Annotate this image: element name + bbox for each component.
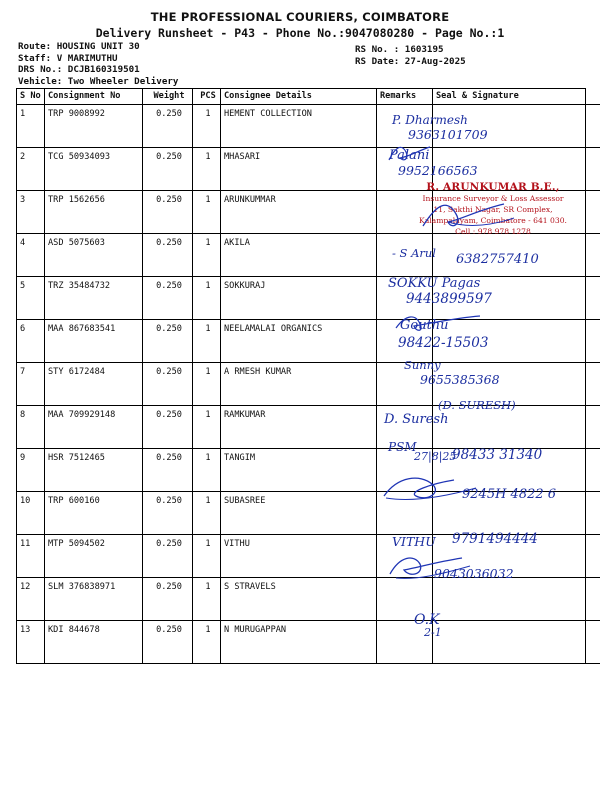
signature-row-5-phone: 9443899597 <box>406 291 492 307</box>
cell-pcs: 1 <box>193 277 221 320</box>
cell-sno: 1 <box>17 105 45 148</box>
stamp-line-5: Cell : 978 978 1278 <box>455 227 531 236</box>
cell-sno: 6 <box>17 320 45 363</box>
signature-row-8-sign: D. Suresh <box>384 412 449 427</box>
runsheet-table-wrapper <box>16 88 586 664</box>
cell-sno: 8 <box>17 406 45 449</box>
col-header-remarks: Remarks <box>377 89 433 105</box>
cell-remarks <box>377 320 433 363</box>
col-header-consignee: Consignee Details <box>221 89 377 105</box>
table-row <box>17 363 600 406</box>
table-row <box>17 406 600 449</box>
cell-consignee: HEMENT COLLECTION <box>221 105 377 148</box>
cell-consignee: N MURUGAPPAN <box>221 621 377 664</box>
table-row <box>17 621 600 664</box>
cell-consignment: TRP 1562656 <box>45 191 143 234</box>
table-row <box>17 105 600 148</box>
cell-consignment: HSR 7512465 <box>45 449 143 492</box>
signature-row-9-date: 27|8|25 <box>414 450 457 463</box>
stamp-line-2: Insurance Surveyor & Loss Assessor <box>422 194 564 203</box>
cell-seal <box>433 320 600 363</box>
cell-pcs: 1 <box>193 234 221 277</box>
cell-pcs: 1 <box>193 406 221 449</box>
cell-weight: 0.250 <box>143 449 193 492</box>
signature-row-13-sub: 2-1 <box>424 626 442 639</box>
cell-seal <box>433 406 600 449</box>
signature-row-4-note: - S Arul <box>392 246 436 260</box>
cell-pcs: 1 <box>193 449 221 492</box>
signature-row-6-name: Gouthu <box>400 318 449 333</box>
cell-consignee: MHASARI <box>221 148 377 191</box>
cell-pcs: 1 <box>193 621 221 664</box>
cell-remarks <box>377 492 433 535</box>
cell-sno: 12 <box>17 578 45 621</box>
cell-remarks <box>377 363 433 406</box>
vehicle-label: Vehicle: Two Wheeler Delivery <box>18 75 179 87</box>
surveyor-stamp <box>398 182 588 237</box>
signature-row-4-phone: 6382757410 <box>456 252 539 267</box>
cell-pcs: 1 <box>193 105 221 148</box>
cell-seal <box>433 535 600 578</box>
cell-weight: 0.250 <box>143 148 193 191</box>
cell-sno: 4 <box>17 234 45 277</box>
cell-consignment: MTP 5094502 <box>45 535 143 578</box>
cell-sno: 5 <box>17 277 45 320</box>
cell-remarks <box>377 234 433 277</box>
signature-row-11-phone: 9791494444 <box>452 531 538 547</box>
staff-label: Staff: V MARIMUTHU <box>18 52 118 64</box>
cell-weight: 0.250 <box>143 277 193 320</box>
table-row <box>17 234 600 277</box>
cell-consignee: ARUNKUMMAR <box>221 191 377 234</box>
cell-remarks <box>377 621 433 664</box>
cell-pcs: 1 <box>193 578 221 621</box>
cell-seal <box>433 621 600 664</box>
cell-seal <box>433 578 600 621</box>
drs-label: DRS No.: DCJB160319501 <box>18 64 140 76</box>
table-row <box>17 535 600 578</box>
cell-weight: 0.250 <box>143 578 193 621</box>
cell-seal <box>433 277 600 320</box>
table-header-row <box>17 89 600 105</box>
cell-consignee: A RMESH KUMAR <box>221 363 377 406</box>
runsheet-table <box>17 89 600 664</box>
cell-weight: 0.250 <box>143 535 193 578</box>
cell-sno: 11 <box>17 535 45 578</box>
col-header-pcs: PCS <box>193 89 221 105</box>
signature-row-11-name: VITHU <box>392 534 436 549</box>
header-meta-right <box>355 44 466 68</box>
cell-consignee: S STRAVELS <box>221 578 377 621</box>
stamp-line-1: R. ARUNKUMAR B.E., <box>426 181 560 193</box>
signature-row-2-phone: 9952166563 <box>398 163 478 178</box>
cell-seal <box>433 363 600 406</box>
cell-weight: 0.250 <box>143 406 193 449</box>
cell-seal <box>433 492 600 535</box>
route-label: Route: HOUSING UNIT 30 <box>18 41 140 52</box>
cell-weight: 0.250 <box>143 492 193 535</box>
stamp-line-3: 11, Sakthi Nagar, SR Complex, <box>433 205 553 214</box>
table-row <box>17 320 600 363</box>
table-row <box>17 449 600 492</box>
cell-sno: 7 <box>17 363 45 406</box>
cell-consignment: TCG 50934093 <box>45 148 143 191</box>
signature-row-7-phone: 9655385368 <box>420 372 500 387</box>
cell-weight: 0.250 <box>143 621 193 664</box>
page-subtitle: Delivery Runsheet - P43 - Phone No.:9047080280 - Page No.:1 <box>95 26 505 40</box>
col-header-consignment: Consignment No <box>45 89 143 105</box>
signature-row-13-mark: O.K <box>414 612 440 628</box>
signature-row-12-phone: 9043036032 <box>434 566 514 581</box>
cell-pcs: 1 <box>193 320 221 363</box>
cell-sno: 13 <box>17 621 45 664</box>
cell-consignee: TANGIM <box>221 449 377 492</box>
table-row <box>17 277 600 320</box>
cell-seal <box>433 234 600 277</box>
cell-weight: 0.250 <box>143 363 193 406</box>
cell-remarks <box>377 449 433 492</box>
signature-row-1-phone: 9363101709 <box>408 127 488 142</box>
cell-sno: 9 <box>17 449 45 492</box>
cell-consignment: ASD 5075603 <box>45 234 143 277</box>
signature-row-5-name: SOKKU Pagas <box>388 276 481 291</box>
cell-remarks <box>377 535 433 578</box>
cell-pcs: 1 <box>193 191 221 234</box>
cell-weight: 0.250 <box>143 191 193 234</box>
signature-row-2-name: Palani <box>389 148 430 163</box>
cell-consignment: MAA 867683541 <box>45 320 143 363</box>
signature-row-1-name: P. Dharmesh <box>392 113 468 127</box>
col-header-weight: Weight <box>143 89 193 105</box>
signature-row-7-name: Sunny <box>404 358 441 372</box>
cell-pcs: 1 <box>193 148 221 191</box>
cell-weight: 0.250 <box>143 320 193 363</box>
signature-row-9-psm: PSM <box>388 440 417 454</box>
cell-consignee: SUBASREE <box>221 492 377 535</box>
cell-pcs: 1 <box>193 535 221 578</box>
cell-consignee: SOKKURAJ <box>221 277 377 320</box>
cell-consignment: TRP 9008992 <box>45 105 143 148</box>
page-title: THE PROFESSIONAL COURIERS, COIMBATORE <box>150 10 450 24</box>
rs-no-label: RS No. : 1603195 <box>355 44 444 55</box>
cell-seal <box>433 105 600 148</box>
cell-consignee: VITHU <box>221 535 377 578</box>
cell-weight: 0.250 <box>143 234 193 277</box>
signature-row-8-name: (D. SURESH) <box>438 398 516 412</box>
header-meta-left <box>18 41 178 87</box>
signature-row-10-phone: 9245H 4822 6 <box>462 487 557 502</box>
stamp-line-4: Kalampalayam, Coimbatore - 641 030. <box>419 216 567 225</box>
cell-consignment: KDI 844678 <box>45 621 143 664</box>
cell-pcs: 1 <box>193 363 221 406</box>
cell-remarks <box>377 105 433 148</box>
cell-weight: 0.250 <box>143 105 193 148</box>
cell-consignment: MAA 709929148 <box>45 406 143 449</box>
cell-consignment: SLM 376838971 <box>45 578 143 621</box>
table-row <box>17 578 600 621</box>
cell-consignment: TRZ 35484732 <box>45 277 143 320</box>
table-row <box>17 492 600 535</box>
cell-remarks <box>377 406 433 449</box>
col-header-sno: S No <box>17 89 45 105</box>
cell-remarks <box>377 578 433 621</box>
cell-sno: 3 <box>17 191 45 234</box>
cell-sno: 2 <box>17 148 45 191</box>
signature-row-9-phone: 98433 31340 <box>452 447 543 463</box>
cell-consignment: TRP 600160 <box>45 492 143 535</box>
cell-remarks <box>377 277 433 320</box>
cell-consignment: STY 6172484 <box>45 363 143 406</box>
cell-consignee: AKILA <box>221 234 377 277</box>
cell-seal <box>433 449 600 492</box>
signature-row-6-phone: 98422-15503 <box>398 335 489 351</box>
cell-sno: 10 <box>17 492 45 535</box>
col-header-seal: Seal & Signature <box>433 89 600 105</box>
cell-consignee: NEELAMALAI ORGANICS <box>221 320 377 363</box>
rs-date-label: RS Date: 27-Aug-2025 <box>355 56 466 67</box>
cell-pcs: 1 <box>193 492 221 535</box>
cell-consignee: RAMKUMAR <box>221 406 377 449</box>
